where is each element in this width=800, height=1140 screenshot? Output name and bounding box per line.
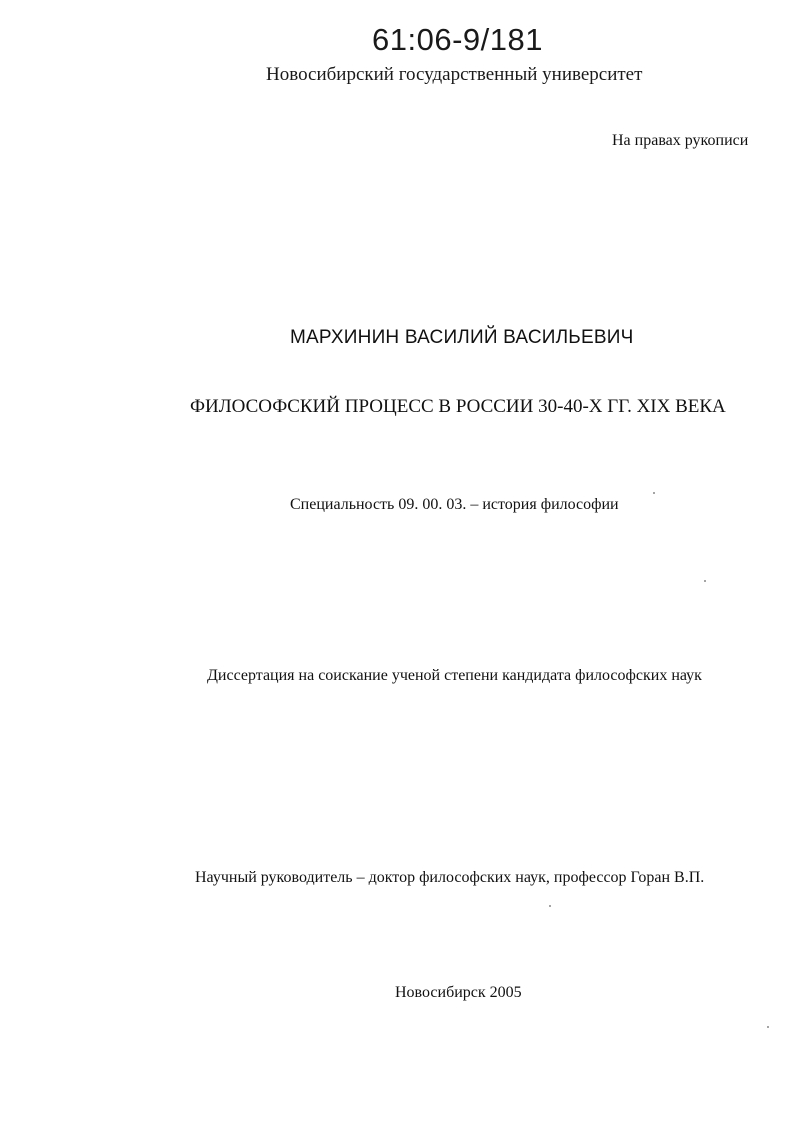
degree-line: Диссертация на соискание ученой степени кандидата философских наук — [207, 667, 702, 684]
specialty-line: Специальность 09. 00. 03. – история философии — [290, 496, 619, 513]
scan-speck — [704, 580, 706, 582]
city-year: Новосибирск 2005 — [395, 984, 522, 1001]
scan-speck — [549, 905, 551, 907]
rights-note: На правах рукописи — [612, 132, 749, 149]
author-name: МАРХИНИН ВАСИЛИЙ ВАСИЛЬЕВИЧ — [290, 327, 634, 348]
scan-speck — [767, 1026, 769, 1028]
scan-speck — [653, 492, 655, 494]
archive-stamp-number: 61:06-9/181 — [372, 22, 543, 57]
university-name: Новосибирский государственный университет — [266, 64, 643, 85]
dissertation-title: ФИЛОСОФСКИЙ ПРОЦЕСС В РОССИИ 30-40-Х ГГ. XIX ВЕКА — [190, 396, 726, 417]
supervisor-line: Научный руководитель – доктор философских наук, профессор Горан В.П. — [195, 869, 705, 886]
